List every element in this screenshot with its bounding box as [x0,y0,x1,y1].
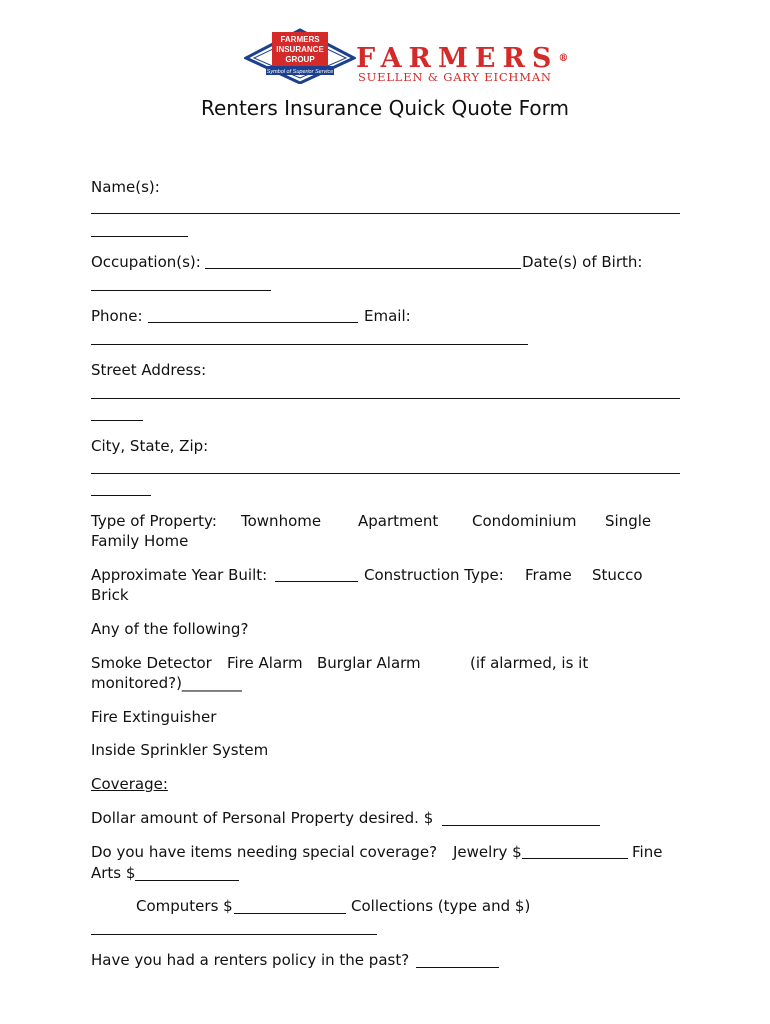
computers-label: Computers $ [136,897,233,915]
personal-property-label: Dollar amount of Personal Property desired. $ [91,809,434,827]
collections-line[interactable] [91,934,377,935]
seal-tagline: Symbol of Superior Service [266,69,334,75]
option-brick[interactable]: Brick [91,586,129,604]
option-stucco[interactable]: Stucco [592,566,643,584]
option-sprinkler[interactable]: Inside Sprinkler System [91,741,269,759]
dob-label: Date(s) of Birth: [522,253,643,271]
property-type-label: Type of Property: [91,512,217,530]
city-line-1[interactable] [91,473,680,474]
following-label: Any of the following? [91,620,249,638]
seal-line-3: GROUP [285,55,315,64]
city-label: City, State, Zip: [91,437,209,455]
construction-label: Construction Type: [364,566,504,584]
year-built-line[interactable] [275,581,358,582]
occupation-line[interactable] [205,268,521,269]
seal-line-1: FARMERS [280,35,320,44]
option-frame[interactable]: Frame [525,566,572,584]
option-smoke-detector[interactable]: Smoke Detector [91,654,212,672]
option-fire-extinguisher[interactable]: Fire Extinguisher [91,708,217,726]
agent-name: SUELLEN & GARY EICHMAN [358,70,552,84]
past-policy-label: Have you had a renters policy in the past? [91,951,410,969]
brand-name-text: FARMERS [356,43,559,74]
seal-line-2: INSURANCE [276,45,324,54]
option-apartment[interactable]: Apartment [358,512,439,530]
arts-line[interactable] [135,880,239,881]
arts-label: Arts $ [91,864,136,882]
email-line[interactable] [91,344,528,345]
option-single[interactable]: Single [605,512,652,530]
option-burglar-alarm[interactable]: Burglar Alarm [317,654,421,672]
registered-mark: ® [558,53,569,64]
fine-label: Fine [632,843,663,861]
special-coverage-label: Do you have items needing special coverage? [91,843,438,861]
email-label: Email: [364,307,411,325]
alarm-note-monitored[interactable]: monitored?)________ [91,674,242,692]
phone-label: Phone: [91,307,143,325]
page-title: Renters Insurance Quick Quote Form [200,96,570,120]
names-line-1[interactable] [91,213,680,214]
occupation-label: Occupation(s): [91,253,201,271]
alarm-note: (if alarmed, is it [470,654,589,672]
jewelry-line[interactable] [522,858,628,859]
option-fire-alarm[interactable]: Fire Alarm [227,654,303,672]
street-label: Street Address: [91,361,207,379]
street-line-2[interactable] [91,420,143,421]
farmers-seal-logo [244,28,356,84]
dob-line[interactable] [91,290,271,291]
street-line-1[interactable] [91,398,680,399]
option-townhome[interactable]: Townhome [241,512,322,530]
past-policy-line[interactable] [416,967,499,968]
personal-property-line[interactable] [442,825,600,826]
collections-label: Collections (type and $) [351,897,531,915]
option-family-home[interactable]: Family Home [91,532,189,550]
city-line-2[interactable] [91,495,151,496]
coverage-heading: Coverage: [91,775,168,793]
option-condominium[interactable]: Condominium [472,512,577,530]
computers-line[interactable] [234,913,346,914]
year-built-label: Approximate Year Built: [91,566,268,584]
names-line-2[interactable] [91,236,188,237]
jewelry-label: Jewelry $ [453,843,522,861]
names-label: Name(s): [91,178,160,196]
phone-line[interactable] [148,322,358,323]
